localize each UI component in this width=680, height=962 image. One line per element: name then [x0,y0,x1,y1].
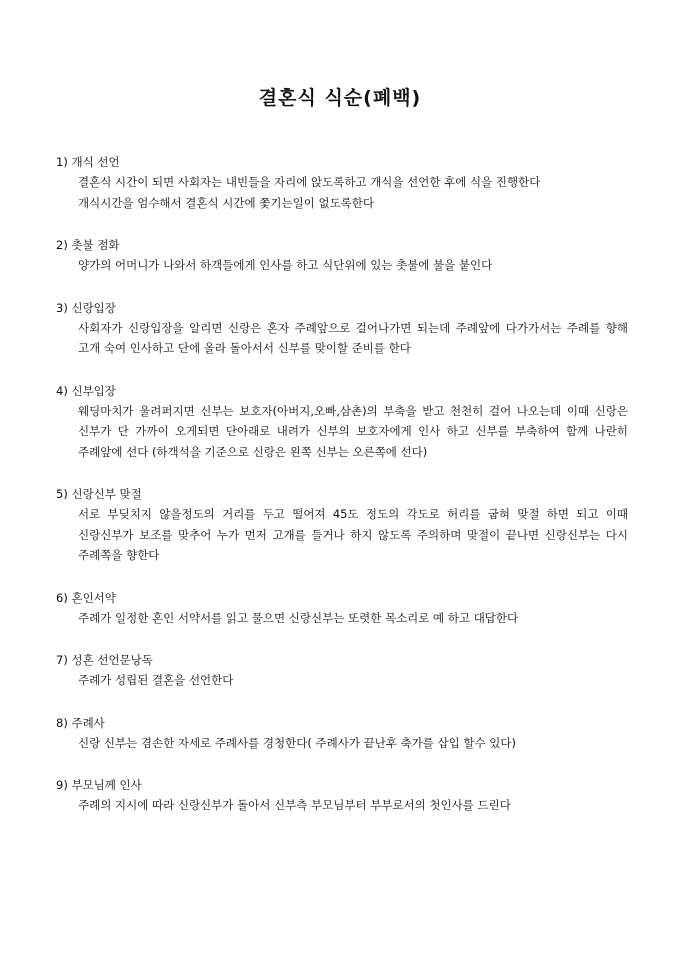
section-heading: 7) 성혼 선언문낭독 [56,653,153,667]
section-paragraph: 주례가 일정한 혼인 서약서를 읽고 물으면 신랑신부는 또렷한 목소리로 예 하고 대답한다 [78,610,519,625]
section-officiant-speech [56,713,628,754]
section-body [78,733,628,754]
ceremony-sections [56,152,628,816]
section-gap [56,566,628,588]
section-couple-bow [56,484,628,566]
section-gap [56,359,628,381]
section-gap [56,628,628,650]
section-gap [56,213,628,235]
section-body [78,795,628,816]
section-body [78,255,628,276]
section-paragraph: 양가의 어머니가 나와서 하객들에게 인사를 하고 식단위에 있는 촛불에 불을 붙인다 [78,258,493,272]
section-gap [56,462,628,484]
section-paragraph: 주례가 성립된 결혼을 선언한다 [78,673,234,687]
section-heading: 5) 신랑신부 맞절 [56,487,142,501]
section-body [78,172,628,213]
section-paragraph: 결혼식 시간이 되면 사회자는 내빈들을 자리에 앉도록하고 개식을 선언한 후에 식을 진행한다 [78,175,541,189]
section-gap [56,276,628,298]
section-opening [56,152,628,213]
document-title: 결혼식 식순(폐백) [258,87,422,109]
section-paragraph: 개식시간을 엄수해서 결혼식 시간에 쫓기는일이 없도록한다 [78,195,374,210]
section-groom-entrance [56,298,628,359]
section-paragraph: 서로 부딪치지 않을정도의 거리를 두고 떨어져 45도 정도의 각도로 허리를 굽혀 맞절 하면 되고 이때 신랑신부가 보조를 맞추어 누가 먼저 고개를 들거나 하지 않도록 주의하며 맞절이 끝나면 신랑신부는 다시 주례쪽을 향한다 [78,507,628,562]
section-heading: 1) 개식 선언 [56,155,120,169]
section-marriage-vows [56,588,628,629]
section-body [78,318,628,359]
section-heading: 6) 혼인서약 [56,590,116,605]
section-paragraph: 사회자가 신랑입장을 알리면 신랑은 혼자 주례앞으로 걸어나가면 되는데 주례앞에 다가가서는 주례를 향해 고개 숙여 인사하고 단에 올라 돌아서서 신부를 맞이할 준비를 한다 [78,320,628,355]
section-paragraph: 웨딩마치가 울려퍼지면 신부는 보호자(아버지,오빠,삼촌)의 부축을 받고 천천히 걸어 나오는데 이때 신랑은 신부가 단 가까이 오게되면 단아래로 내려가 신부의 보호자에게 인사 하고 신부를 부축하여 함께 나란히 주례앞에 선다 (하객석을 기준으로 신랑은 왼쪽 신부는 오른쪽에 선다) [78,403,628,459]
section-paragraph: 신랑 신부는 겸손한 자세로 주례사를 경청한다( 주례사가 끝난후 축가를 삽입 할수 있다) [78,735,516,750]
section-heading: 3) 신랑입장 [56,300,116,315]
section-heading: 9) 부모님께 인사 [56,778,142,792]
section-gap [56,691,628,713]
section-body [78,401,628,463]
section-heading: 4) 신부입장 [56,383,116,398]
section-declaration [56,650,628,691]
section-heading: 8) 주례사 [56,715,105,730]
section-parents-greeting [56,775,628,816]
section-paragraph: 주례의 지시에 따라 신랑신부가 돌아서 신부측 부모님부터 부부로서의 첫인사를 드린다 [78,798,511,812]
section-gap [56,753,628,775]
section-heading: 2) 촛불 점화 [56,238,120,252]
section-body [78,670,628,691]
section-body [78,608,628,629]
section-candle-lighting [56,235,628,276]
section-body [78,504,628,566]
section-bride-entrance [56,381,628,463]
